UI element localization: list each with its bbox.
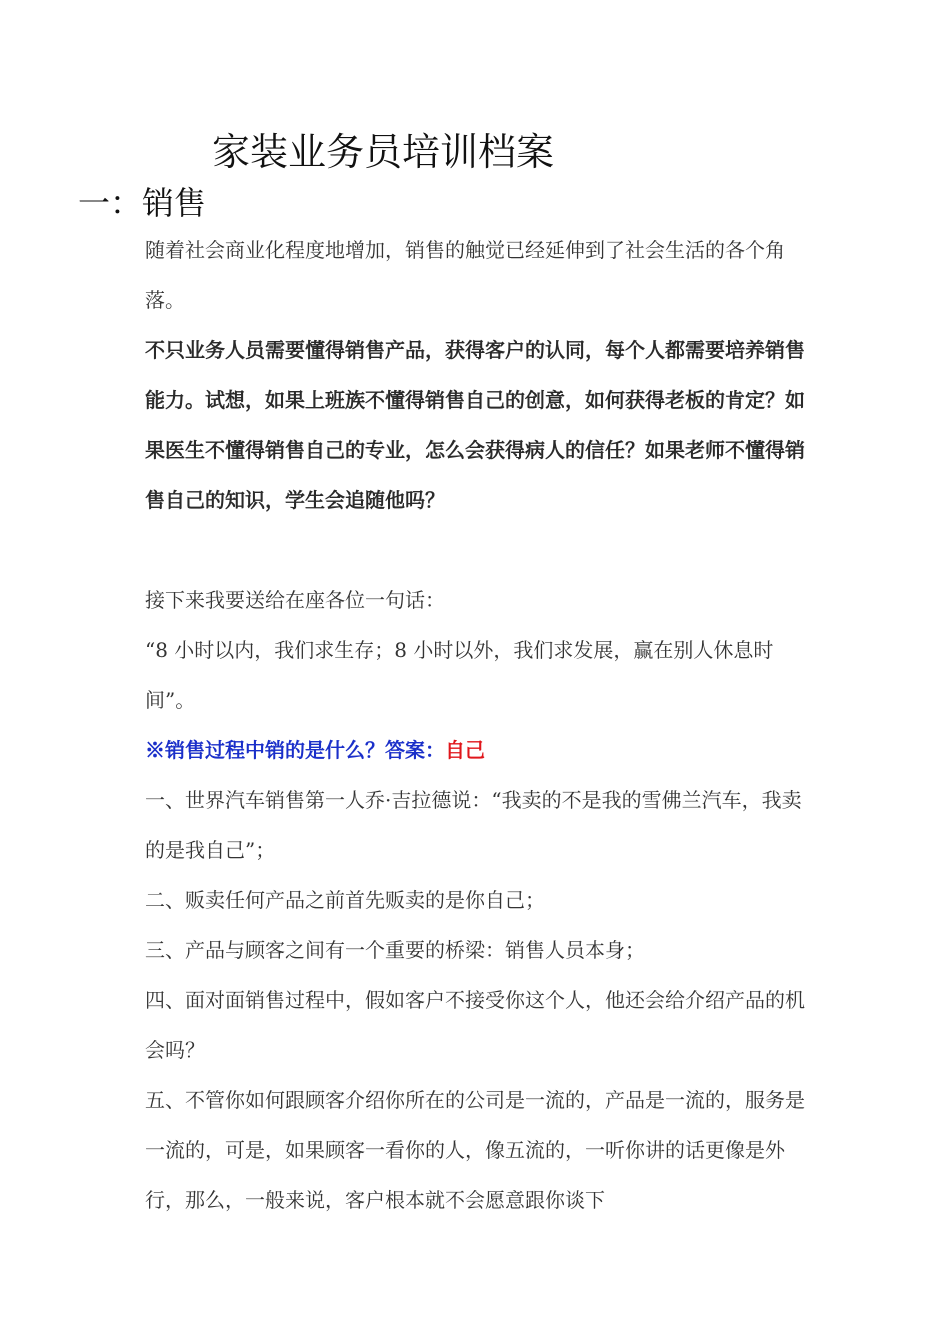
document-body [145, 225, 815, 1225]
point-2: 二、贩卖任何产品之前首先贩卖的是你自己； [145, 888, 545, 912]
quote-paragraph: “8 小时以内，我们求生存；8 小时以外，我们求发展，赢在别人休息时间”。 [145, 638, 774, 712]
point-3: 三、产品与顾客之间有一个重要的桥梁：销售人员本身； [145, 938, 645, 962]
answer-text: 自己 [445, 738, 485, 762]
question-text: ※销售过程中销的是什么？答案： [145, 738, 445, 762]
question-paragraph [145, 725, 815, 775]
gift-intro-paragraph: 接下来我要送给在座各位一句话： [145, 588, 445, 612]
point-5: 五、不管你如何跟顾客介绍你所在的公司是一流的，产品是一流的，服务是一流的，可是，如果顾客一看你的人，像五流的，一听你讲的话更像是外行，那么，一般来说，客户根本就不会愿意跟你谈下 [145, 1088, 805, 1212]
bold-paragraph: 不只业务人员需要懂得销售产品，获得客户的认同，每个人都需要培养销售能力。试想，如果上班族不懂得销售自己的创意，如何获得老板的肯定？如果医生不懂得销售自己的专业，怎么会获得病人的信任？如果老师不懂得销售自己的知识，学生会追随他吗？ [145, 338, 805, 512]
document-title: 家装业务员培训档案 [212, 130, 555, 174]
point-1: 一、世界汽车销售第一人乔·吉拉德说：“我卖的不是我的雪佛兰汽车，我卖的是我自己”； [145, 788, 802, 862]
point-4: 四、面对面销售过程中，假如客户不接受你这个人，他还会给介绍产品的机会吗？ [145, 988, 805, 1062]
blank-line [145, 525, 815, 575]
intro-paragraph: 随着社会商业化程度地增加，销售的触觉已经延伸到了社会生活的各个角落。 [145, 238, 785, 312]
section-heading: 一：销售 [78, 184, 207, 222]
